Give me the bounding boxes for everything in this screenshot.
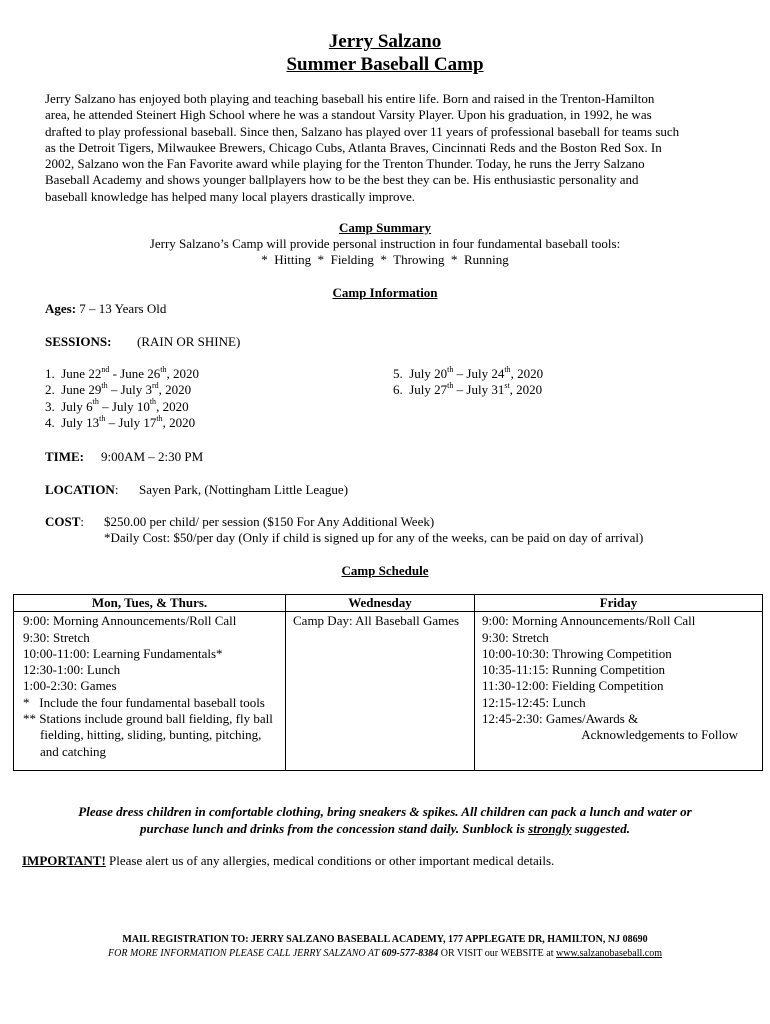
bio-line: Baseball Academy and shows younger ballplayers how to be the best they can be. His enthusiastic personality and xyxy=(45,172,639,188)
notice-line-1: Please dress children in comfortable clothing, bring sneakers & spikes. All children can pack a lunch and water or xyxy=(78,804,692,819)
bio-line: area, he attended Steinert High School where he was a standout Varsity Player. Upon his graduation, in 1992, he was xyxy=(45,107,652,123)
schedule-line: 12:45-2:30: Games/Awards & xyxy=(482,711,639,727)
schedule-line: Camp Day: All Baseball Games xyxy=(293,613,460,629)
cost-label: COST xyxy=(45,514,81,529)
location-label: LOCATION xyxy=(45,482,115,497)
website-link[interactable]: www.salzanobaseball.com xyxy=(556,948,662,959)
schedule-cell-mon-tue-thu xyxy=(14,612,286,771)
bio-line: baseball knowledge has helped many local players drastically improve. xyxy=(45,188,416,204)
camp-summary-tools: * Hitting * Fielding * Throwing * Running xyxy=(261,252,509,267)
schedule-note: ** Stations include ground ball fielding, fly ball xyxy=(23,711,273,727)
footer-info: FOR MORE INFORMATION PLEASE CALL JERRY SALZANO AT 609-577-8384 OR VISIT our WEBSITE at www.salzanobaseball.com xyxy=(108,948,662,959)
schedule-line: 9:00: Morning Announcements/Roll Call xyxy=(23,613,237,629)
title-name: Jerry Salzano xyxy=(328,31,442,52)
important-label: IMPORTANT! xyxy=(22,853,106,868)
schedule-table xyxy=(13,594,763,771)
schedule-line: Acknowledgements to Follow xyxy=(581,727,738,743)
location-label-row: LOCATION: xyxy=(45,482,119,497)
important-row xyxy=(22,853,554,869)
bio-line: 2002, Salzano won the Fan Favorite award while playing for the Trenton Thunder. Today, he runs the Jerry Salzano xyxy=(45,156,645,172)
schedule-header-mon-tue-thu: Mon, Tues, & Thurs. xyxy=(14,595,286,612)
cost-label-row: COST: xyxy=(45,514,85,529)
sessions-label: SESSIONS: xyxy=(45,334,112,349)
session-item: 4. July 13th – July 17th, 2020 xyxy=(45,413,196,430)
bio-paragraph xyxy=(45,91,733,205)
schedule-header-wednesday: Wednesday xyxy=(286,595,475,612)
schedule-note: * Include the four fundamental baseball tools xyxy=(23,694,265,710)
camp-summary-heading: Camp Summary xyxy=(338,220,432,235)
schedule-note: fielding, hitting, sliding, bunting, pitching, xyxy=(40,727,262,743)
bio-line: as the Detroit Tigers, Milwaukee Brewers, Chicago Cubs, Atlanta Braves, Cincinnati Reds and the Boston Red Sox. In xyxy=(45,139,662,155)
session-item: 2. June 29th – July 3rd, 2020 xyxy=(45,380,192,398)
schedule-cell-friday xyxy=(475,612,763,771)
schedule-body-row xyxy=(14,612,763,771)
schedule-cell-wednesday xyxy=(286,612,475,771)
camp-schedule-heading: Camp Schedule xyxy=(341,563,429,578)
session-item: 6. July 27th – July 31st, 2020 xyxy=(393,380,543,398)
sessions-list-right xyxy=(393,366,543,399)
schedule-line: 10:00-10:30: Throwing Competition xyxy=(482,645,672,661)
schedule-header-row xyxy=(14,595,763,612)
schedule-line: 9:30: Stretch xyxy=(23,629,90,645)
notice-emphasis: strongly xyxy=(528,821,572,836)
session-item: 1. June 22nd - June 26th, 2020 xyxy=(45,364,199,381)
location-value: Sayen Park, (Nottingham Little League) xyxy=(139,482,349,497)
sessions-note: (RAIN OR SHINE) xyxy=(137,334,241,349)
cost-line-1: $250.00 per child/ per session ($150 For Any Additional Week) xyxy=(104,514,435,529)
schedule-line: 9:00: Morning Announcements/Roll Call xyxy=(482,613,696,629)
schedule-line: 10:35-11:15: Running Competition xyxy=(482,662,665,678)
ages-row xyxy=(45,301,166,317)
schedule-line: 12:15-12:45: Lunch xyxy=(482,694,586,710)
footer-mail: MAIL REGISTRATION TO: JERRY SALZANO BASEBALL ACADEMY, 177 APPLEGATE DR, HAMILTON, NJ 08690 xyxy=(122,934,648,945)
bio-line: drafted to play professional baseball. Since then, Salzano has played over 11 years of professional baseball for teams such xyxy=(45,123,680,139)
session-item: 5. July 20th – July 24th, 2020 xyxy=(393,364,544,381)
schedule-line: 10:00-11:00: Learning Fundamentals* xyxy=(23,645,223,661)
schedule-line: 11:30-12:00: Fielding Competition xyxy=(482,678,664,694)
sessions-list-left xyxy=(45,366,199,431)
footer-phone: 609-577-8384 xyxy=(381,948,439,959)
schedule-note: and catching xyxy=(40,743,107,759)
title-camp: Summer Baseball Camp xyxy=(286,54,484,75)
important-text: Please alert us of any allergies, medical conditions or other important medical details. xyxy=(105,853,555,868)
cost-line-2: *Daily Cost: $50/per day (Only if child is signed up for any of the weeks, can be paid on day of arrival) xyxy=(104,530,644,545)
ages-label: Ages: xyxy=(45,301,77,316)
schedule-header-friday: Friday xyxy=(475,595,763,612)
schedule-line: 12:30-1:00: Lunch xyxy=(23,662,121,678)
notice-line-2: purchase lunch and drinks from the concession stand daily. Sunblock is strongly suggested. xyxy=(140,821,630,836)
session-item: 3. July 6th – July 10th, 2020 xyxy=(45,397,189,414)
camp-information-heading: Camp Information xyxy=(332,285,438,300)
schedule-line: 1:00-2:30: Games xyxy=(23,678,117,694)
schedule-line: 9:30: Stretch xyxy=(482,629,549,645)
bio-line: Jerry Salzano has enjoyed both playing and teaching baseball his entire life. Born and raised in the Trenton-Hamilton xyxy=(45,91,655,106)
time-value: 9:00AM – 2:30 PM xyxy=(101,449,204,464)
ages-value: 7 – 13 Years Old xyxy=(79,301,167,316)
time-label: TIME: xyxy=(45,449,84,464)
camp-summary-text: Jerry Salzano’s Camp will provide personal instruction in four fundamental baseball tools: xyxy=(149,236,621,251)
